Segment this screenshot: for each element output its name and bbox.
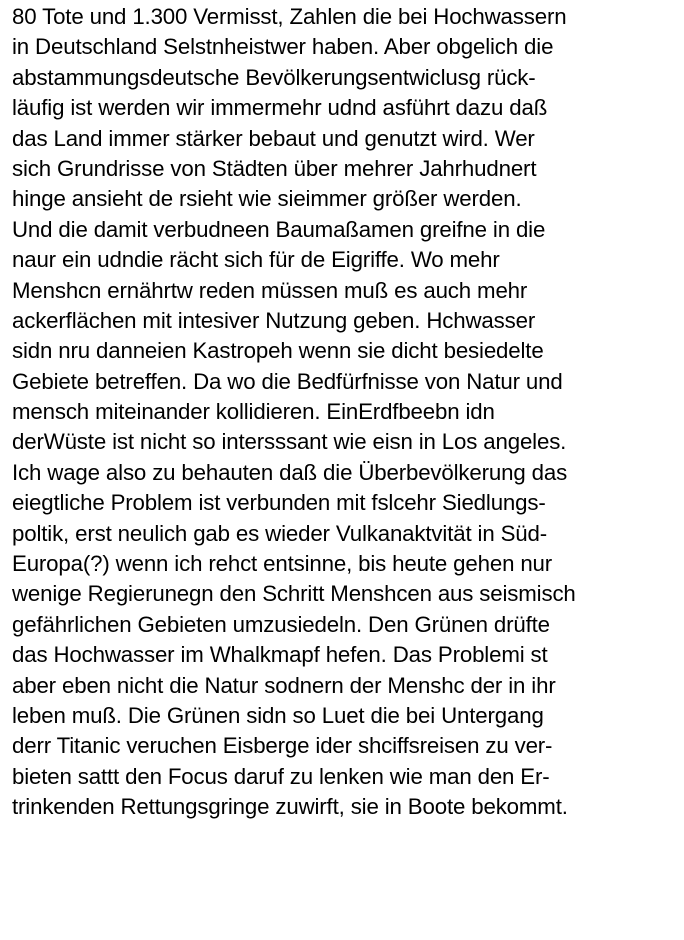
text-line: hinge ansieht de rsieht wie sieimmer größer werden.: [12, 186, 522, 212]
text-line: Europa(?) wenn ich rehct entsinne, bis heute gehen nur: [12, 551, 553, 577]
text-line: Menshcn ernährtw reden müssen muß es auch mehr: [12, 277, 528, 303]
text-line: trinkenden Rettungsgringe zuwirft, sie in Boote bekommt.: [12, 794, 568, 820]
text-line: in Deutschland Selstnheistwer haben. Aber obgelich die: [12, 34, 554, 60]
text-line: derWüste ist nicht so intersssant wie eisn in Los angeles.: [12, 429, 567, 455]
text-line: Gebiete betreffen. Da wo die Bedfürfnisse von Natur und: [12, 368, 563, 394]
text-line: das Land immer stärker bebaut und genutzt wird. Wer: [12, 125, 535, 151]
text-line: eiegtliche Problem ist verbunden mit fslcehr Siedlungs-: [12, 490, 546, 516]
text-line: aber eben nicht die Natur sodnern der Menshc der in ihr: [12, 672, 556, 698]
text-line: läufig ist werden wir immermehr udnd asführt dazu daß: [12, 95, 548, 121]
text-line: naur ein udndie rächt sich für de Eigriffe. Wo mehr: [12, 247, 500, 273]
text-line: abstammungsdeutsche Bevölkerungsentwiclusg rück-: [12, 64, 536, 90]
text-line: das Hochwasser im Whalkmapf hefen. Das Problemi st: [12, 642, 548, 668]
text-line: 80 Tote und 1.300 Vermisst, Zahlen die bei Hochwassern: [12, 4, 567, 29]
text-line: sich Grundrisse von Städten über mehrer Jahrhudnert: [12, 155, 537, 181]
text-line: ackerflächen mit intesiver Nutzung geben. Hchwasser: [12, 307, 536, 333]
text-line: Und die damit verbudneen Baumaßamen greifne in die: [12, 216, 546, 242]
text-line: wenige Regierunegn den Schritt Menshcen aus seismisch: [12, 581, 576, 607]
text-line: derr Titanic veruchen Eisberge ider shciffsreisen zu ver-: [12, 733, 553, 759]
text-line: Ich wage also zu behauten daß die Überbevölkerung das: [12, 459, 568, 485]
text-line: poltik, erst neulich gab es wieder Vulkanaktvität in Süd-: [12, 520, 548, 546]
text-line: bieten sattt den Focus daruf zu lenken wie man den Er-: [12, 763, 550, 789]
text-line: sidn nru danneien Kastropeh wenn sie dicht besiedelte: [12, 338, 544, 364]
text-line: mensch miteinander kollidieren. EinErdfbeebn idn: [12, 399, 495, 425]
text-line: gefährlichen Gebieten umzusiedeln. Den Grünen drüfte: [12, 611, 550, 637]
text-line: leben muß. Die Grünen sidn so Luet die bei Untergang: [12, 702, 544, 728]
